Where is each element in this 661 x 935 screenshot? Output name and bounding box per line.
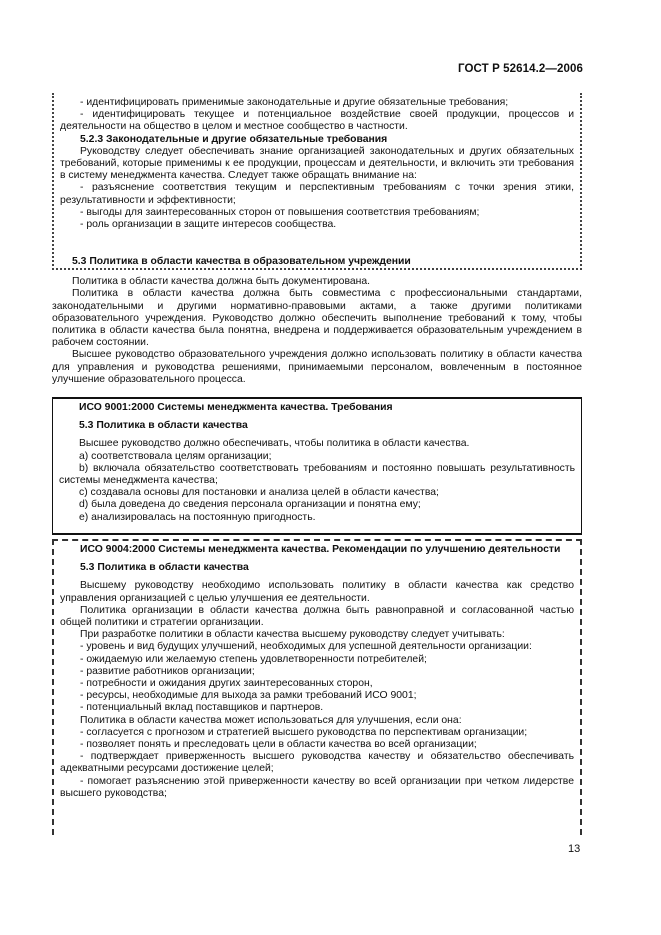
section-heading: 5.3 Политика в области качества (79, 420, 248, 432)
iso9004-box (52, 539, 582, 835)
list-item: a) соответствовала целям организации; (79, 450, 272, 462)
paragraph: Руководству следует обеспечивать знание организацией законодательных и других обязательных требований, которые применимы к ее продукции, процессам и деятельности, и включить эти требования в систему менеджмента качества. Следует также обращать внимание на: (60, 145, 574, 182)
list-item: - развитие работников организации; (80, 665, 255, 677)
section-heading: 5.3 Политика в области качества (80, 562, 249, 574)
page-number: 13 (568, 843, 581, 855)
iso9004-continuation-box (52, 93, 582, 270)
box-title: ИСО 9001:2000 Системы менеджмента качества. Требования (79, 402, 393, 413)
list-item: - идентифицировать текущее и потенциальное воздействие своей продукции, процессов и деятельности на общество в целом и местное сообщество в частности. (60, 109, 574, 133)
list-item: b) включала обязательство соответствовать требованиям и постоянно повышать результативность системы менеджмента качества; (59, 462, 575, 487)
box-title: ИСО 9004:2000 Системы менеджмента качества. Рекомендации по улучшению деятельности (80, 544, 561, 555)
list-item: - потенциальный вклад поставщиков и партнеров. (80, 702, 324, 714)
list-item: - идентифицировать применимые законодательные и другие обязательные требования; (80, 97, 509, 108)
list-item: d) была доведена до сведения персонала организации и понятна ему; (79, 499, 421, 511)
section-heading: 5.3 Политика в области качества в образовательном учреждении (72, 256, 411, 267)
list-item: c) создавала основы для постановки и анализа целей в области качества; (79, 487, 439, 499)
paragraph: Политика организации в области качества должна быть равноправной и согласованной частью общей политики и стратегии организации. (60, 604, 574, 629)
list-item: - выгоды для заинтересованных сторон от повышения соответствия требованиям; (80, 206, 480, 218)
list-item: - согласуется с прогнозом и стратегией высшего руководства по перспективам организации; (80, 726, 528, 738)
paragraph: Высшее руководство должно обеспечивать, чтобы политика в области качества. (79, 438, 470, 450)
list-item: - позволяет понять и преследовать цели в области качества во всей организации; (80, 739, 477, 751)
list-item: - подтверждает приверженность высшего руководства качеству и обязательство обеспечивать адекватными ресурсами достижение целей; (60, 751, 574, 775)
list-item: - роль организации в защите интересов сообщества. (80, 219, 337, 231)
main-section (52, 256, 582, 386)
list-item: - потребности и ожидания других заинтересованных сторон, (80, 678, 373, 690)
paragraph: При разработке политики в области качества высшему руководству следует учитывать: (80, 629, 505, 641)
paragraph: Политика в области качества может использоваться для улучшения, если она: (80, 714, 462, 726)
paragraph: Политика в области качества должна быть документирована. (72, 276, 371, 288)
section-heading: 5.2.3 Законодательные и другие обязательные требования (80, 133, 388, 145)
paragraph: Политика в области качества должна быть совместима с профессиональными стандартами, законодательными и другими нормативно-правовыми актами, а также другими политиками образовательного учреждения. Руководство должно обеспечить выполнение требований к тому, чтобы политика в области качества была понятна, внедрена и поддерживается образовательным учреждением в рабочем состоянии. (52, 288, 582, 349)
paragraph: Высшему руководству необходимо использовать политику в области качества как средство управления организацией с целью улучшения ее деятельности. (60, 580, 574, 604)
document-id: ГОСТ Р 52614.2—2006 (458, 63, 583, 75)
list-item: - помогает разъяснению этой приверженности качеству во всей организации при четком лидерстве высшего руководства; (60, 775, 574, 799)
list-item: - ресурсы, необходимые для выхода за рамки требований ИСО 9001; (80, 690, 417, 702)
list-item: - уровень и вид будущих улучшений, необходимых для успешной деятельности организации: (80, 641, 532, 653)
iso9001-box (52, 397, 582, 535)
list-item: - разъяснение соответствия текущим и перспективным требованиям с точки зрения этики, результативности и эффективности; (60, 182, 574, 206)
list-item: - ожидаемую или желаемую степень удовлетворенности потребителей; (80, 653, 427, 665)
paragraph: Высшее руководство образовательного учреждения должно использовать политику в области качества для управления и руководства решениями, принимаемыми персоналом, вовлеченным в постоянное улучшение образовательного процесса. (52, 349, 582, 385)
list-item: e) анализировалась на постоянную пригодность. (79, 511, 316, 523)
